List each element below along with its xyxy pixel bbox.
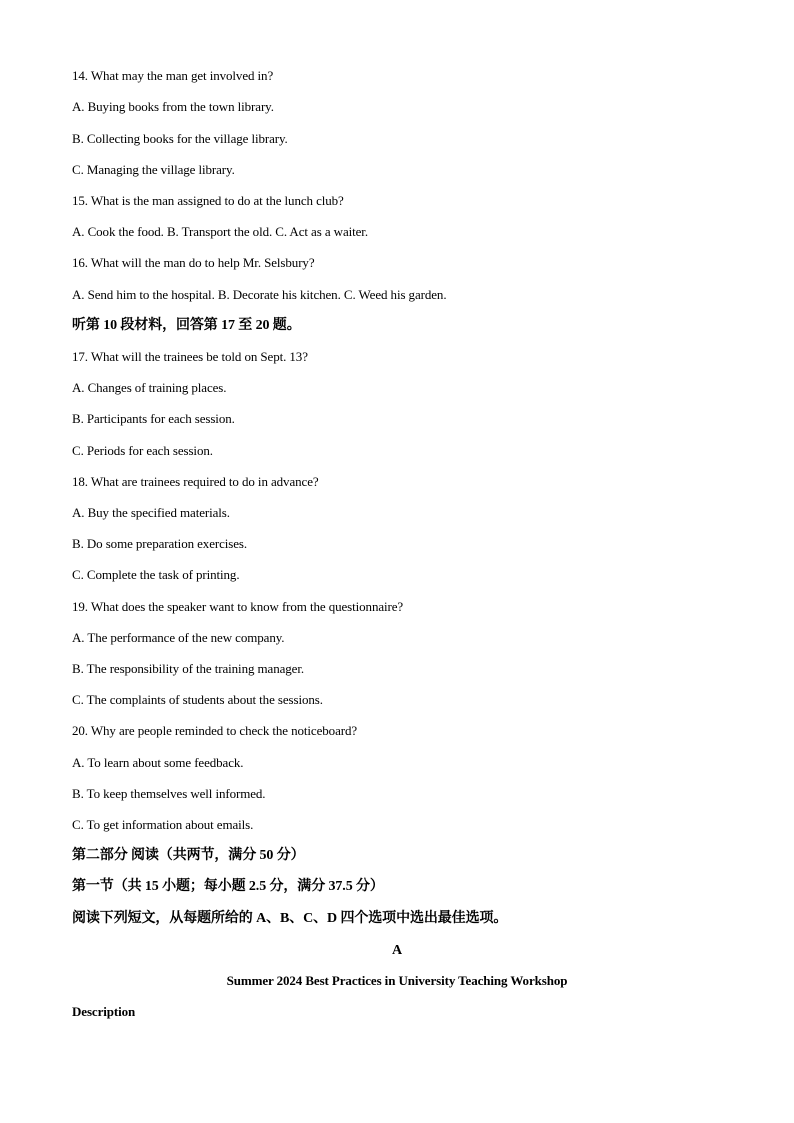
question-14: 14. What may the man get involved in? xyxy=(72,68,274,83)
q17-option-a: A. Changes of training places. xyxy=(72,380,227,395)
passage-title: Summer 2024 Best Practices in University Teaching Workshop xyxy=(226,973,568,988)
q17-option-b: B. Participants for each session. xyxy=(72,411,235,426)
passage-letter: A xyxy=(391,943,402,958)
q15-options: A. Cook the food. B. Transport the old. C. Act as a waiter. xyxy=(72,224,368,239)
question-17: 17. What will the trainees be told on Sept. 13? xyxy=(72,349,308,364)
q14-option-b: B. Collecting books for the village library. xyxy=(72,131,288,146)
q19-option-b: B. The responsibility of the training manager. xyxy=(72,661,305,676)
question-16: 16. What will the man do to help Mr. Selsbury? xyxy=(72,255,315,270)
section-1-heading: 第一节（共 15 小题；每小题 2.5 分，满分 37.5 分） xyxy=(72,879,384,894)
q19-option-c: C. The complaints of students about the sessions. xyxy=(72,692,323,707)
q14-option-a: A. Buying books from the town library. xyxy=(72,99,274,114)
description-heading: Description xyxy=(72,1004,136,1019)
q17-option-c: C. Periods for each session. xyxy=(72,443,213,458)
q14-option-c: C. Managing the village library. xyxy=(72,162,235,177)
q18-option-c: C. Complete the task of printing. xyxy=(72,567,240,582)
q18-option-a: A. Buy the specified materials. xyxy=(72,505,230,520)
section-10-instruction: 听第 10 段材料，回答第 17 至 20 题。 xyxy=(72,318,301,333)
q20-option-b: B. To keep themselves well informed. xyxy=(72,786,266,801)
part-2-heading: 第二部分 阅读（共两节，满分 50 分） xyxy=(72,848,305,863)
q19-option-a: A. The performance of the new company. xyxy=(72,630,285,645)
q16-options: A. Send him to the hospital. B. Decorate his kitchen. C. Weed his garden. xyxy=(72,287,447,302)
q18-option-b: B. Do some preparation exercises. xyxy=(72,536,248,551)
question-15: 15. What is the man assigned to do at the lunch club? xyxy=(72,193,344,208)
q20-option-c: C. To get information about emails. xyxy=(72,817,254,832)
q20-option-a: A. To learn about some feedback. xyxy=(72,755,244,770)
question-20: 20. Why are people reminded to check the noticeboard? xyxy=(72,723,358,738)
question-18: 18. What are trainees required to do in advance? xyxy=(72,474,319,489)
reading-instruction: 阅读下列短文，从每题所给的 A、B、C、D 四个选项中选出最佳选项。 xyxy=(72,911,508,926)
question-19: 19. What does the speaker want to know from the questionnaire? xyxy=(72,599,404,614)
